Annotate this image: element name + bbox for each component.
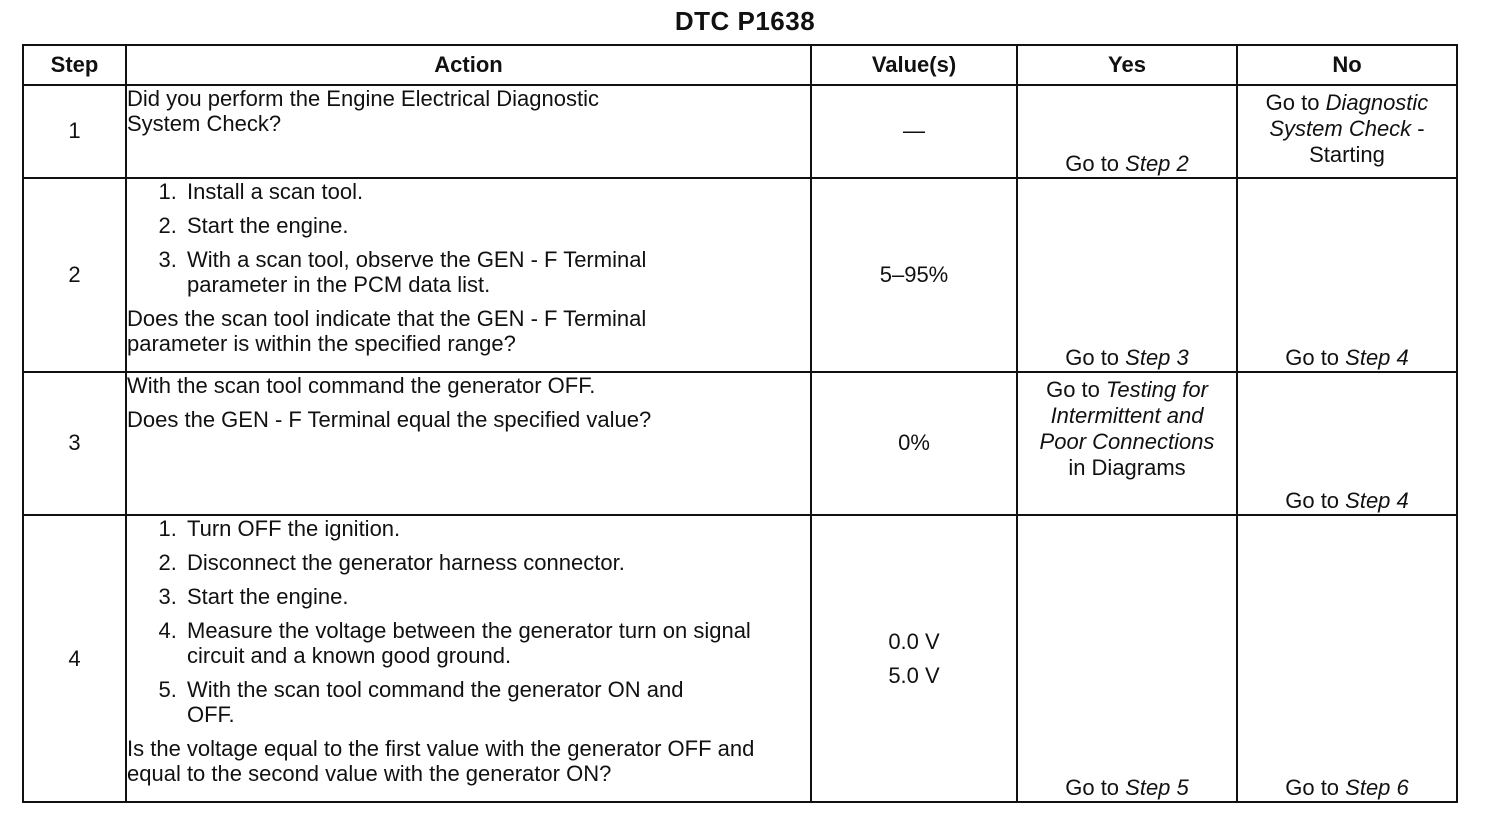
no-step-link[interactable]: Step 6 — [1345, 775, 1409, 800]
header-no: No — [1237, 45, 1457, 85]
action-step-item: 3. With a scan tool, observe the GEN - F Terminal parameter in the PCM data list. — [183, 247, 810, 297]
no-cell — [1237, 515, 1457, 802]
no-link-system-check[interactable]: System Check — [1269, 116, 1412, 141]
yes-step-link[interactable]: Step 3 — [1125, 344, 1189, 370]
action-question: Does the scan tool indicate that the GEN - F Terminal parameter is within the specified range? — [127, 305, 647, 356]
action-steps-list — [127, 516, 810, 727]
no-prefix: Go to — [1285, 344, 1346, 370]
action-cell — [126, 372, 811, 516]
value-cell: 0% — [811, 372, 1017, 516]
no-link-diagnostic[interactable]: Diagnostic — [1325, 90, 1429, 115]
value-cell — [811, 515, 1017, 802]
header-values: Value(s) — [811, 45, 1017, 85]
page-title: DTC P1638 — [674, 6, 816, 36]
yes-line-diagrams: in Diagrams — [1068, 454, 1186, 480]
action-step-item: 1. Install a scan tool. — [183, 179, 810, 204]
action-instruction: With the scan tool command the generator OFF. — [127, 372, 596, 398]
action-question-line: System Check? — [127, 111, 282, 136]
yes-cell — [1017, 372, 1237, 516]
yes-link-testing[interactable]: Testing for — [1106, 376, 1208, 402]
action-step-item: 3. Start the engine. — [183, 584, 810, 609]
action-cell — [126, 85, 811, 178]
value-on: 5.0 V — [888, 662, 940, 688]
action-cell — [126, 178, 811, 372]
table-row — [23, 85, 1457, 178]
action-cell — [126, 515, 811, 802]
action-step-item: 2. Disconnect the generator harness connector. — [183, 550, 810, 575]
header-step: Step — [23, 45, 126, 85]
no-prefix: Go to — [1265, 90, 1326, 115]
action-step-item: 1. Turn OFF the ignition. — [183, 516, 810, 541]
no-step-link[interactable]: Step 4 — [1345, 344, 1409, 370]
step-number: 3 — [23, 372, 126, 516]
action-question: Is the voltage equal to the first value with the generator OFF and equal to the second value with the generator ON? — [127, 736, 755, 787]
table-row — [23, 515, 1457, 802]
action-step-item: 4. Measure the voltage between the generator turn on signal circuit and a known good ground. — [183, 618, 810, 668]
value-cell: — — [811, 85, 1017, 178]
no-step-link[interactable]: Step 4 — [1345, 488, 1409, 514]
no-prefix: Go to — [1285, 488, 1346, 514]
no-cell — [1237, 85, 1457, 178]
step-number: 2 — [23, 178, 126, 372]
yes-step-link[interactable]: Step 2 — [1125, 150, 1189, 176]
no-cell — [1237, 372, 1457, 516]
no-line-starting: Starting — [1309, 142, 1385, 167]
no-prefix: Go to — [1285, 775, 1346, 800]
diagnostic-table — [22, 44, 1458, 803]
value-cell: 5–95% — [811, 178, 1017, 372]
action-question: Does the GEN - F Terminal equal the specified value? — [127, 406, 652, 432]
yes-link-intermittent[interactable]: Intermittent and — [1050, 402, 1204, 428]
no-cell — [1237, 178, 1457, 372]
no-suffix: - — [1411, 116, 1425, 141]
table-row — [23, 372, 1457, 516]
header-yes: Yes — [1017, 45, 1237, 85]
header-action: Action — [126, 45, 811, 85]
yes-prefix: Go to — [1065, 150, 1126, 176]
header-row — [23, 45, 1457, 85]
yes-prefix: Go to — [1065, 344, 1126, 370]
value-off: 0.0 V — [888, 628, 940, 654]
yes-cell — [1017, 515, 1237, 802]
action-steps-list — [127, 179, 810, 297]
yes-prefix: Go to — [1065, 775, 1126, 800]
action-question-line: Did you perform the Engine Electrical Diagnostic — [127, 86, 600, 111]
yes-step-link[interactable]: Step 5 — [1125, 775, 1189, 800]
yes-cell — [1017, 85, 1237, 178]
step-number: 1 — [23, 85, 126, 178]
table-row — [23, 178, 1457, 372]
action-step-item: 2. Start the engine. — [183, 213, 810, 238]
action-step-item: 5. With the scan tool command the generator ON and OFF. — [183, 677, 810, 727]
step-number: 4 — [23, 515, 126, 802]
yes-cell — [1017, 178, 1237, 372]
yes-link-poor-connections[interactable]: Poor Connections — [1039, 428, 1215, 454]
yes-prefix: Go to — [1046, 376, 1106, 402]
